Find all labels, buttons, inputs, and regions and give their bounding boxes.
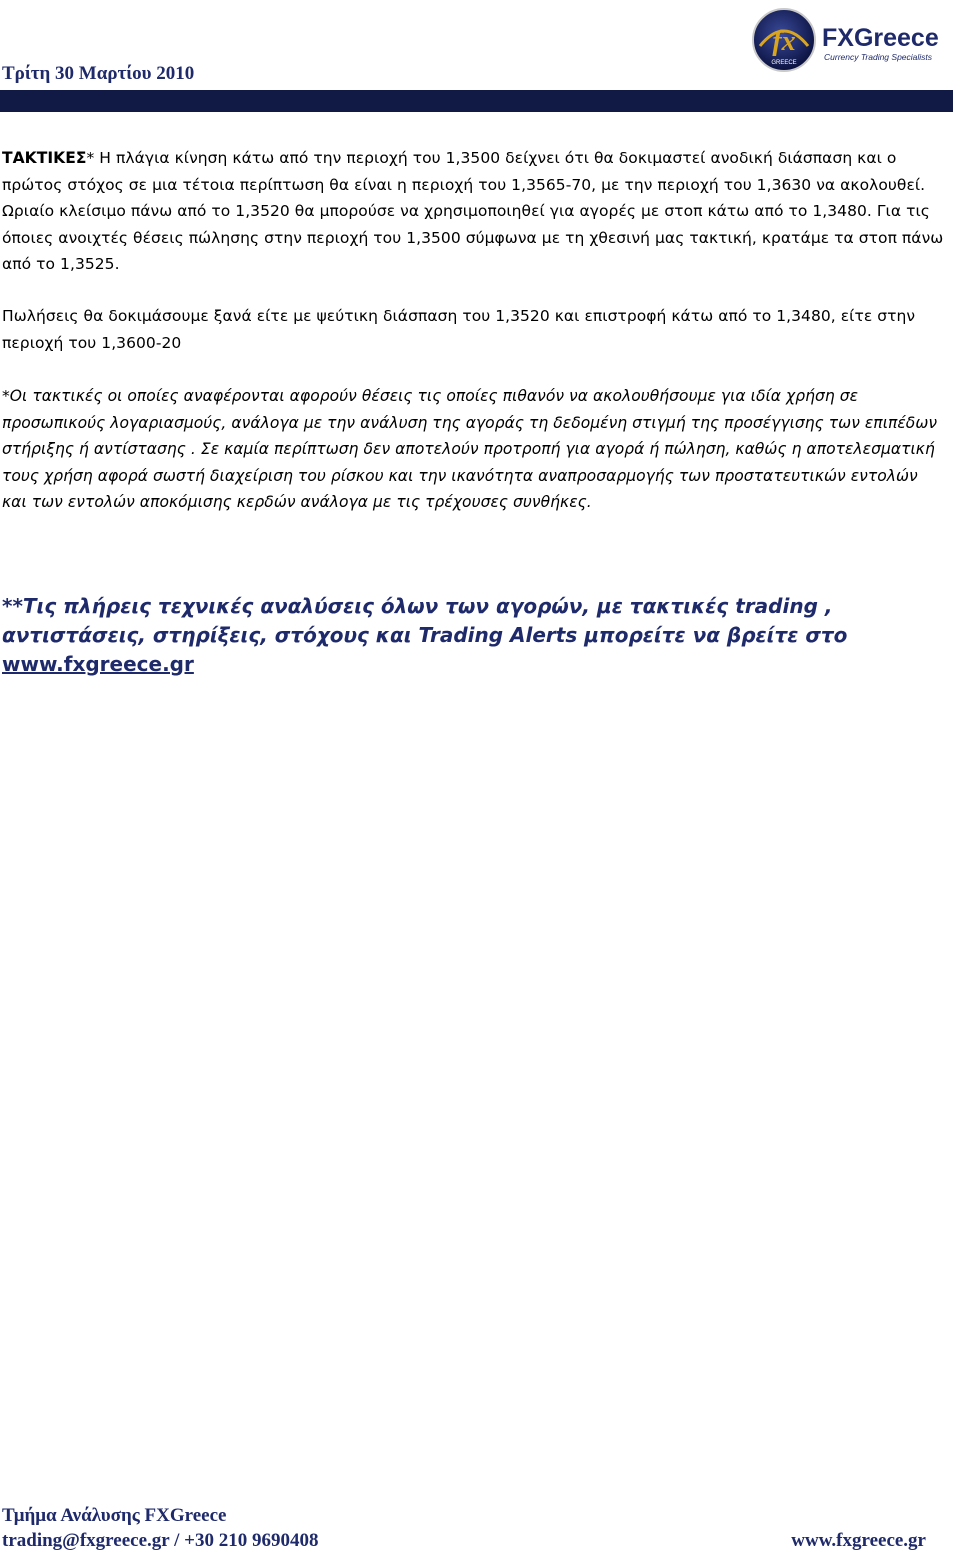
promo-link[interactable]: www.fxgreece.gr bbox=[2, 652, 194, 676]
promo-text: **Τις πλήρεις τεχνικές αναλύσεις όλων των αγορών, με τακτικές trading , αντιστάσεις, στηρίξεις, στόχους και Trading Alerts μπορείτε να βρείτε στο bbox=[2, 594, 848, 647]
footer-contact: trading@fxgreece.gr / +30 210 9690408 bbox=[2, 1530, 319, 1551]
tactics-text: * Η πλάγια κίνηση κάτω από την περιοχή του 1,3500 δείχνει ότι θα δοκιμαστεί ανοδική διάσπαση και ο πρώτος στόχος σε μια τέτοια περίπτωση θα είναι η περιοχή του 1,3565-70, με την περιοχή του 1,3630 να ακολουθεί. Ωριαίο κλείσιμο πάνω από το 1,3520 θα μπορούσε να χρησιμοποιηθεί για αγορές με στοπ κάτω από το 1,3480. Για τις όποιες ανοιχτές θέσεις πώλησης στην περιοχή του 1,3500 σύμφωνα με τη χθεσινή μας τακτική, κρατάμε τα στοπ πάνω από το 1,3525. bbox=[2, 149, 944, 273]
sales-paragraph: Πωλήσεις θα δοκιμάσουμε ξανά είτε με ψεύτικη διάσπαση του 1,3520 και επιστροφή κάτω από το 1,3480, είτε στην περιοχή του 1,3600-20 bbox=[2, 307, 916, 352]
tactics-label: ΤΑΚΤΙΚΕΣ bbox=[2, 149, 87, 167]
logo-tagline: Currency Trading Specialists bbox=[824, 52, 933, 62]
disclaimer-paragraph: *Οι τακτικές οι οποίες αναφέρονται αφορούν θέσεις τις οποίες πιθανόν να ακολουθήσουμε για ιδία χρήση σε προσωπικούς λογαριασμούς, ανάλογα με την ανάλυση της αγοράς τη δεδομένη στιγμή της προσέγγισης των επιπέδων στήριξης ή αντίστασης . Σε καμία περίπτωση δεν αποτελούν προτροπή για αγορά ή πώληση, καθώς η αποτελεσματική τους χρήση αφορά σωστή διαχείριση του ρίσκου και την ικανότητα αναπροσαρμογής των προστατευτικών εντολών και των εντολών αποκόμισης κερδών ανάλογα με τις τρέχουσες συνθήκες. bbox=[2, 387, 938, 511]
logo-mark-subtext: GREECE bbox=[771, 60, 797, 66]
footer-website: www.fxgreece.gr bbox=[791, 1530, 926, 1551]
fxgreece-logo bbox=[750, 6, 950, 72]
tactics-paragraph bbox=[2, 145, 947, 278]
report-date: Τρίτη 30 Μαρτίου 2010 bbox=[2, 63, 195, 84]
footer-department: Τμήμα Ανάλυσης FXGreece bbox=[2, 1505, 227, 1526]
promo-paragraph bbox=[2, 592, 952, 679]
header-bar bbox=[0, 90, 953, 112]
logo-brand: FXGreece bbox=[822, 24, 939, 52]
logo-mark-text: fx bbox=[772, 26, 796, 57]
